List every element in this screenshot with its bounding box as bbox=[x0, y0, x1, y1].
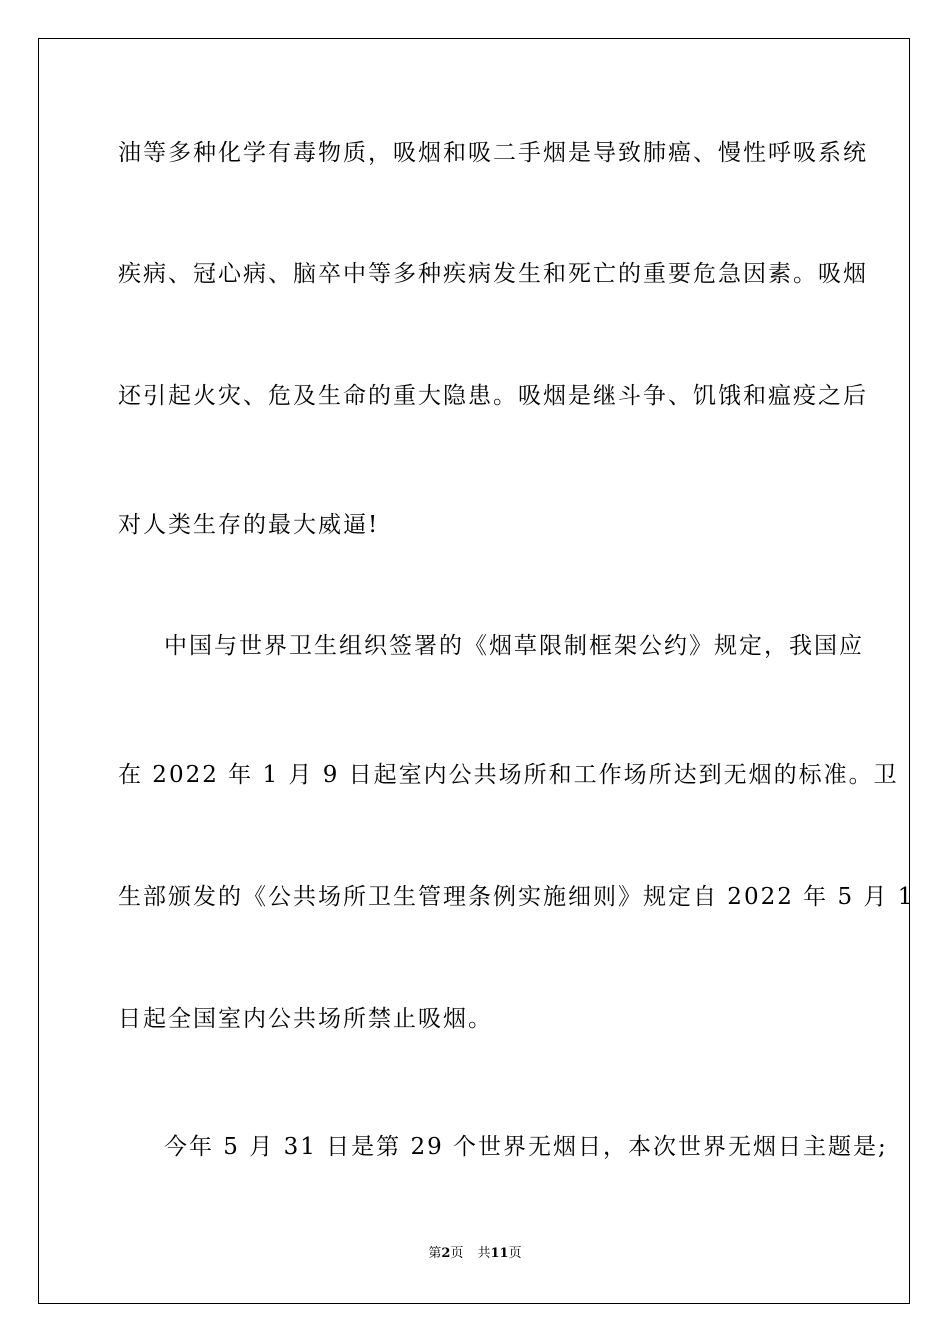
total-pages: 11 bbox=[490, 1246, 509, 1261]
page-footer bbox=[0, 1245, 950, 1263]
text-line: 对人类生存的最大威逼! bbox=[118, 512, 380, 538]
text-line: 中国与世界卫生组织签署的《烟草限制框架公约》规定，我国应 bbox=[164, 633, 864, 659]
text-line: 在 2022 年 1 月 9 日起室内公共场所和工作场所达到无烟的标准。卫 bbox=[118, 762, 899, 788]
text-line: 油等多种化学有毒物质，吸烟和吸二手烟是导致肺癌、慢性呼吸系统 bbox=[118, 140, 868, 166]
total-prefix: 共 bbox=[477, 1246, 491, 1261]
text-line: 生部颁发的《公共场所卫生管理条例实施细则》规定自 2022 年 5 月 1 bbox=[118, 884, 915, 910]
total-suffix: 页 bbox=[508, 1246, 522, 1261]
text-line: 还引起火灾、危及生命的重大隐患。吸烟是继斗争、饥饿和瘟疫之后 bbox=[118, 383, 868, 409]
text-line: 日起全国室内公共场所禁止吸烟。 bbox=[118, 1006, 493, 1032]
text-line: 疾病、冠心病、脑卒中等多种疾病发生和死亡的重要危急因素。吸烟 bbox=[118, 261, 868, 287]
page-prefix: 第 bbox=[428, 1246, 442, 1261]
page-suffix: 页 bbox=[450, 1246, 464, 1261]
page-number: 2 bbox=[441, 1246, 451, 1261]
page-border bbox=[38, 38, 915, 1304]
text-line: 今年 5 月 31 日是第 29 个世界无烟日，本次世界无烟日主题是; bbox=[164, 1134, 888, 1160]
